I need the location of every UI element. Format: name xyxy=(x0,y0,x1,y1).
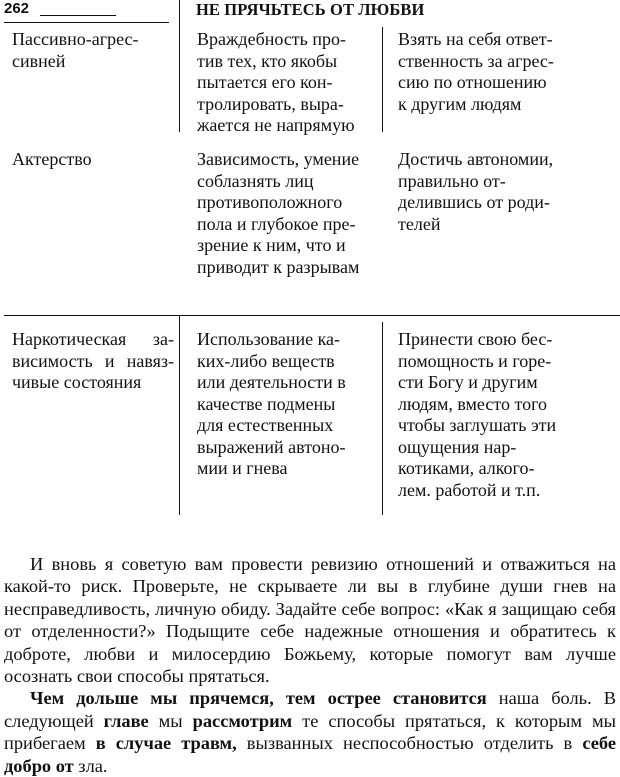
table-divider xyxy=(179,315,180,515)
table-cell-problem: Использование ка- ких-либо веществ или деятельности в качестве подмены для естественных выражений автоно- мии и гнева xyxy=(197,329,346,478)
table-cell-type: Пассивно-агрес- сивней xyxy=(12,29,139,71)
paragraph: Чем дольше мы прячемся, тем острее становится наша боль. В следующей главе мы рассмотрим те способы прятаться, к которым мы прибегаем в случае травм, вызванных неспособностью отделить в себе добро от зла. xyxy=(4,688,616,776)
table-cell-task: Взять на себя ответ- ственность за агрес- сию по отношению к другим людям xyxy=(398,29,554,114)
table-cell-problem: Враждебность про- тив тех, кто якобы пытается его кон- тролировать, выра- жается не напрямую xyxy=(197,29,355,135)
header-rule xyxy=(4,22,169,23)
table-cell-task: Принести свою бес- помощность и горе- сти Богу и другим людям, вместо того чтобы заглушать эти ощущения нар- котиками, алкого- лем. работой и т.п. xyxy=(398,329,557,500)
table-divider xyxy=(382,27,383,132)
table-cell-type: Наркотическая за- висимость и навяз- чивые состояния xyxy=(12,329,174,392)
paragraph: И вновь я советую вам провести ревизию отношений и отважиться на какой-то риск. Проверьте, не скрываете ли вы в глубине души гнев на несправедливость, личную обиду. Задайте себе вопрос: «Как я защищаю себя от отделенности?» Подыщите себе надежные отношения и обратитесь к доброте, любви и милосердию Божьему, которые помогут вам лучше осознать свои способы прятаться. xyxy=(4,554,616,687)
table-divider xyxy=(179,22,180,132)
table-cell-problem: Зависимость, умение соблазнять лиц противоположного пола и глубокое пре- зрение к ним, что и приводит к разрывам xyxy=(197,149,360,277)
page-number: 262 xyxy=(4,0,30,17)
page-number-underline xyxy=(40,15,116,16)
body-text xyxy=(4,553,616,777)
table-cell-task: Достичь автономии, правильно от- делившись от роди- телей xyxy=(398,149,554,234)
table-divider xyxy=(4,315,620,316)
table-divider xyxy=(382,322,383,515)
running-title: НЕ ПРЯЧЬТЕСЬ ОТ ЛЮБВИ xyxy=(196,0,425,19)
header-separator xyxy=(179,0,180,22)
table-cell-type: Актерство xyxy=(12,149,92,169)
